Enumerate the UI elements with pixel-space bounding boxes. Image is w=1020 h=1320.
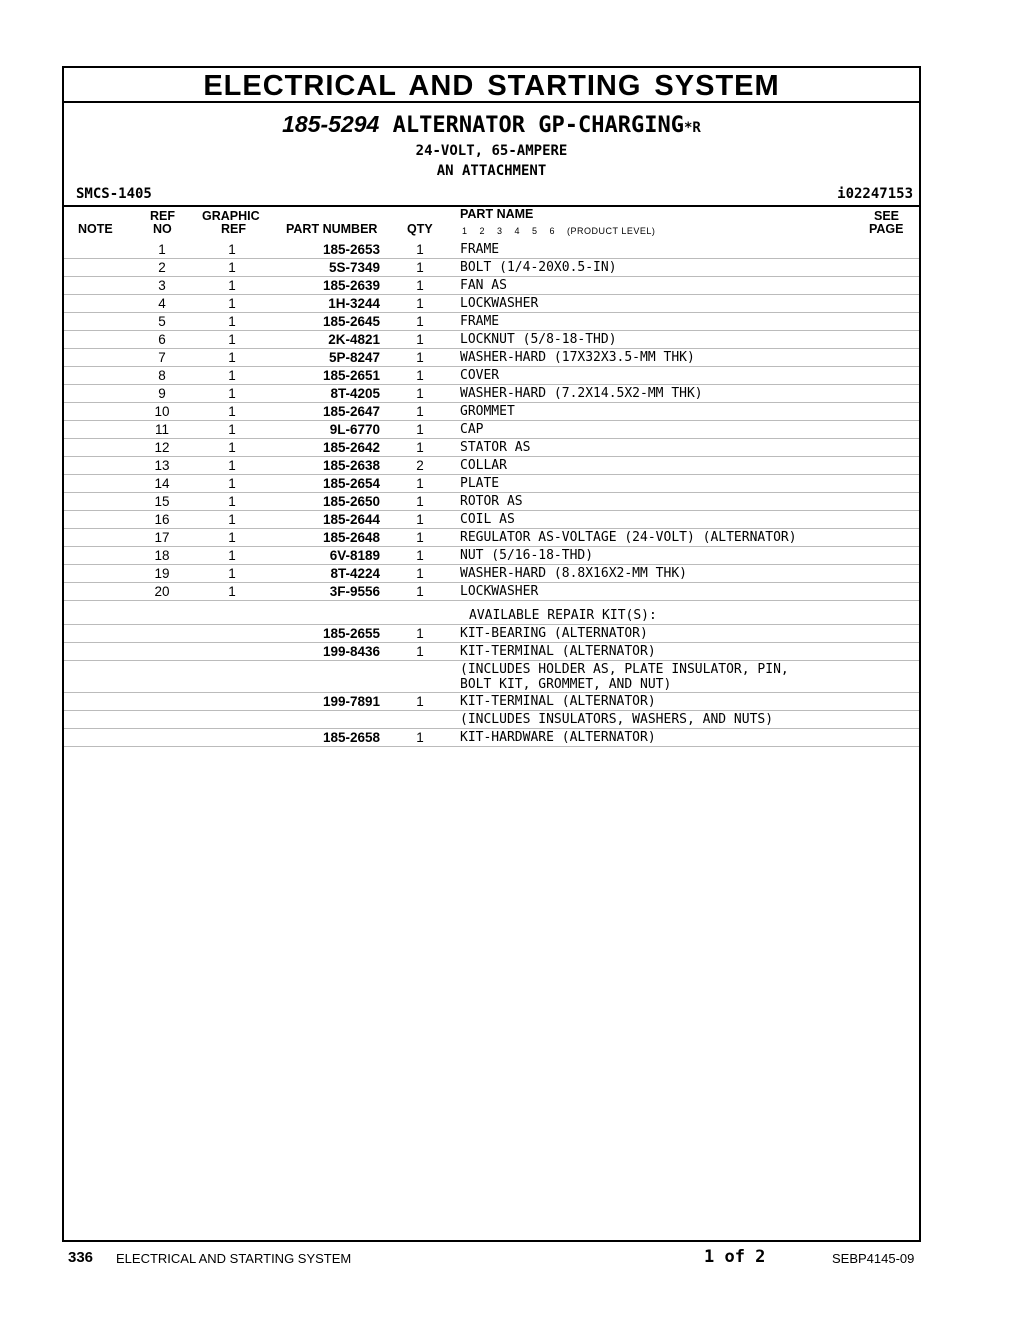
kit-name: KIT-TERMINAL (ALTERNATOR) — [460, 644, 656, 659]
part-name: GROMMET — [460, 404, 515, 419]
part-name: FRAME — [460, 314, 500, 329]
quantity: 1 — [416, 332, 424, 347]
graphic-ref: 1 — [228, 314, 236, 329]
parts-page-frame — [62, 66, 921, 1242]
graphic-ref: 1 — [228, 530, 236, 545]
kit-quantity: 1 — [416, 730, 424, 745]
kit-row — [64, 661, 919, 693]
graphic-ref: 1 — [228, 368, 236, 383]
ref-no: 4 — [158, 296, 166, 311]
graphic-ref: 1 — [228, 566, 236, 581]
table-row — [64, 313, 919, 331]
ref-no: 14 — [154, 476, 170, 491]
ref-no: 9 — [158, 386, 166, 401]
part-name: STATOR AS — [460, 440, 531, 455]
table-row — [64, 295, 919, 313]
table-row — [64, 403, 919, 421]
table-row — [64, 331, 919, 349]
header-ref-bottom: NO — [153, 222, 172, 236]
quantity: 1 — [416, 260, 424, 275]
part-name: LOCKWASHER — [460, 296, 539, 311]
graphic-ref: 1 — [228, 332, 236, 347]
part-number: 185-2645 — [322, 314, 380, 329]
table-row — [64, 241, 919, 259]
kit-row — [64, 693, 919, 711]
table-row — [64, 529, 919, 547]
kit-part-number: 199-7891 — [322, 694, 380, 709]
graphic-ref: 1 — [228, 458, 236, 473]
kit-quantity: 1 — [416, 694, 424, 709]
quantity: 2 — [416, 458, 424, 473]
kit-name: (INCLUDES INSULATORS, WASHERS, AND NUTS) — [460, 712, 774, 727]
part-number: 185-2651 — [322, 368, 380, 383]
page-footer — [0, 1246, 1020, 1270]
ref-no: 5 — [158, 314, 166, 329]
kit-name: KIT-TERMINAL (ALTERNATOR) — [460, 694, 656, 709]
part-name: CAP — [460, 422, 484, 437]
graphic-ref: 1 — [228, 296, 236, 311]
ref-no: 10 — [154, 404, 170, 419]
part-name: LOCKWASHER — [460, 584, 539, 599]
group-subtitle-2: AN ATTACHMENT — [436, 163, 547, 179]
table-header — [64, 207, 919, 241]
ref-no: 19 — [154, 566, 170, 581]
quantity: 1 — [416, 386, 424, 401]
graphic-ref: 1 — [228, 404, 236, 419]
quantity: 1 — [416, 476, 424, 491]
part-number: 185-2653 — [322, 242, 380, 257]
header-part-number: PART NUMBER — [286, 222, 378, 236]
ref-no: 7 — [158, 350, 166, 365]
ref-no: 6 — [158, 332, 166, 347]
graphic-ref: 1 — [228, 260, 236, 275]
part-name: REGULATOR AS-VOLTAGE (24-VOLT) (ALTERNATOR) — [460, 530, 797, 545]
table-row — [64, 457, 919, 475]
graphic-ref: 1 — [228, 422, 236, 437]
table-row — [64, 349, 919, 367]
table-row — [64, 439, 919, 457]
part-name: WASHER-HARD (7.2X14.5X2-MM THK) — [460, 386, 703, 401]
part-name: FAN AS — [460, 278, 507, 293]
header-graphic-bottom: REF — [221, 222, 246, 236]
part-name: NUT (5/16-18-THD) — [460, 548, 594, 563]
table-row — [64, 493, 919, 511]
graphic-ref: 1 — [228, 440, 236, 455]
part-name: COIL AS — [460, 512, 515, 527]
graphic-ref: 1 — [228, 278, 236, 293]
ref-no: 16 — [154, 512, 170, 527]
part-name: WASHER-HARD (8.8X16X2-MM THK) — [460, 566, 687, 581]
ref-no: 13 — [154, 458, 170, 473]
quantity: 1 — [416, 350, 424, 365]
part-number: 185-2648 — [322, 530, 380, 545]
table-row — [64, 547, 919, 565]
ref-no: 15 — [154, 494, 170, 509]
part-number: 9L-6770 — [329, 422, 380, 437]
footer-section: ELECTRICAL AND STARTING SYSTEM — [116, 1251, 352, 1266]
code-line — [64, 183, 919, 207]
quantity: 1 — [416, 494, 424, 509]
ref-no: 2 — [158, 260, 166, 275]
header-product-levels: 1 2 3 4 5 6 (PRODUCT LEVEL) — [462, 226, 656, 236]
ref-no: 8 — [158, 368, 166, 383]
part-name: COLLAR — [460, 458, 507, 473]
kit-name: (INCLUDES HOLDER AS, PLATE INSULATOR, PIN, BOLT KIT, GROMMET, AND NUT) — [460, 662, 789, 692]
kit-row — [64, 625, 919, 643]
kits-heading-row — [64, 601, 919, 625]
table-row — [64, 367, 919, 385]
graphic-ref: 1 — [228, 584, 236, 599]
part-number: 185-2638 — [322, 458, 380, 473]
kit-part-number: 185-2655 — [322, 626, 380, 641]
part-number: 2K-4821 — [328, 332, 380, 347]
table-row — [64, 277, 919, 295]
table-row — [64, 475, 919, 493]
graphic-ref: 1 — [228, 512, 236, 527]
quantity: 1 — [416, 440, 424, 455]
part-number: 185-2647 — [322, 404, 380, 419]
table-row — [64, 385, 919, 403]
ref-no: 18 — [154, 548, 170, 563]
part-name: PLATE — [460, 476, 500, 491]
ref-no: 3 — [158, 278, 166, 293]
kit-row — [64, 729, 919, 747]
quantity: 1 — [416, 242, 424, 257]
ref-no: 17 — [154, 530, 170, 545]
header-qty: QTY — [407, 222, 433, 236]
kit-quantity: 1 — [416, 644, 424, 659]
header-ref-top: REF — [150, 209, 175, 223]
illustration-id: i02247153 — [837, 186, 913, 202]
part-name: ROTOR AS — [460, 494, 523, 509]
quantity: 1 — [416, 422, 424, 437]
section-title: ELECTRICAL AND STARTING SYSTEM — [64, 68, 919, 103]
part-number: 185-2639 — [322, 278, 380, 293]
kit-quantity: 1 — [416, 626, 424, 641]
quantity: 1 — [416, 296, 424, 311]
part-name: COVER — [460, 368, 500, 383]
quantity: 1 — [416, 512, 424, 527]
group-title — [64, 111, 919, 141]
footer-page-number: 336 — [68, 1249, 94, 1266]
quantity: 1 — [416, 368, 424, 383]
quantity: 1 — [416, 404, 424, 419]
part-number: 3F-9556 — [329, 584, 380, 599]
quantity: 1 — [416, 530, 424, 545]
kit-row — [64, 711, 919, 729]
part-name: BOLT (1/4-20X0.5-IN) — [460, 260, 617, 275]
graphic-ref: 1 — [228, 386, 236, 401]
header-part-name: PART NAME — [460, 207, 534, 221]
group-suffix: *R — [684, 120, 701, 136]
kit-name: KIT-HARDWARE (ALTERNATOR) — [460, 730, 656, 745]
part-number: 8T-4205 — [330, 386, 380, 401]
header-note: NOTE — [78, 222, 113, 236]
quantity: 1 — [416, 566, 424, 581]
quantity: 1 — [416, 278, 424, 293]
group-number: 185-5294 — [282, 111, 380, 137]
part-number: 185-2642 — [322, 440, 380, 455]
graphic-ref: 1 — [228, 350, 236, 365]
table-row — [64, 259, 919, 277]
kit-row — [64, 643, 919, 661]
graphic-ref: 1 — [228, 476, 236, 491]
header-see-bottom: PAGE — [869, 222, 904, 236]
part-number: 6V-8189 — [329, 548, 380, 563]
ref-no: 1 — [158, 242, 166, 257]
part-name: LOCKNUT (5/8-18-THD) — [460, 332, 617, 347]
group-subtitle-1: 24-VOLT, 65-AMPERE — [415, 143, 568, 159]
group-name: ALTERNATOR GP-CHARGING — [392, 113, 684, 138]
kits-table-body — [64, 625, 919, 747]
ref-no: 12 — [154, 440, 170, 455]
ref-no: 11 — [154, 422, 169, 437]
table-row — [64, 421, 919, 439]
ref-no: 20 — [154, 584, 170, 599]
part-number: 185-2650 — [322, 494, 380, 509]
parts-table-body — [64, 241, 919, 601]
smcs-code: SMCS-1405 — [76, 186, 152, 202]
part-number: 5P-8247 — [328, 350, 380, 365]
quantity: 1 — [416, 548, 424, 563]
part-number: 185-2654 — [322, 476, 380, 491]
part-number: 8T-4224 — [330, 566, 380, 581]
graphic-ref: 1 — [228, 548, 236, 563]
part-number: 185-2644 — [322, 512, 380, 527]
part-name: FRAME — [460, 242, 500, 257]
header-graphic-top: GRAPHIC — [202, 209, 260, 223]
table-row — [64, 511, 919, 529]
graphic-ref: 1 — [228, 242, 236, 257]
quantity: 1 — [416, 584, 424, 599]
header-see-top: SEE — [874, 209, 900, 223]
table-row — [64, 565, 919, 583]
footer-page-of: 1 of 2 — [704, 1247, 766, 1267]
graphic-ref: 1 — [228, 494, 236, 509]
kits-heading: AVAILABLE REPAIR KIT(S): — [469, 608, 657, 623]
table-row — [64, 583, 919, 601]
part-name: WASHER-HARD (17X32X3.5-MM THK) — [460, 350, 695, 365]
part-number: 5S-7349 — [328, 260, 380, 275]
quantity: 1 — [416, 314, 424, 329]
part-number: 1H-3244 — [328, 296, 380, 311]
kit-part-number: 185-2658 — [322, 730, 380, 745]
kit-name: KIT-BEARING (ALTERNATOR) — [460, 626, 648, 641]
footer-doc-id: SEBP4145-09 — [832, 1251, 915, 1266]
kit-part-number: 199-8436 — [322, 644, 380, 659]
